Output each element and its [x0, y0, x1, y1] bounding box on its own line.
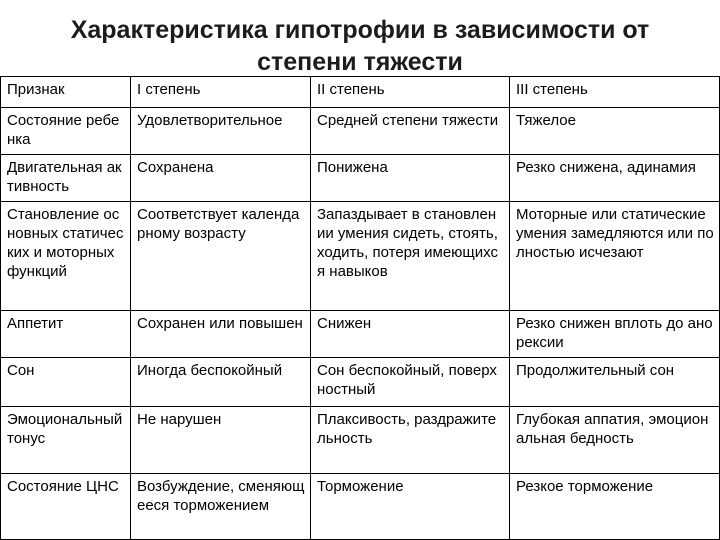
table-cell: Аппетит	[1, 311, 131, 358]
header-degree-2: II степень	[311, 77, 510, 108]
table-cell: Резкое торможение	[510, 474, 720, 540]
table-cell: Не нарушен	[131, 407, 311, 474]
table-cell: Запаздывает в становлении умения сидеть, стоять, ходить, потеря имеющихся навыков	[311, 202, 510, 311]
page-title	[0, 14, 720, 78]
table-cell: Состояние ЦНС	[1, 474, 131, 540]
table-row	[1, 155, 720, 202]
header-degree-1: I степень	[131, 77, 311, 108]
table-cell: Состояние ребенка	[1, 108, 131, 155]
table-cell: Удовлетворительное	[131, 108, 311, 155]
table-row	[1, 474, 720, 540]
table-cell: Становление основных статических и моторных функций	[1, 202, 131, 311]
table-cell: Средней степени тяжести	[311, 108, 510, 155]
table-cell: Эмоциональный тонус	[1, 407, 131, 474]
table-cell: Продолжительный сон	[510, 358, 720, 407]
table-row	[1, 407, 720, 474]
table-cell: Двигательная активность	[1, 155, 131, 202]
table-cell: Сохранен или повышен	[131, 311, 311, 358]
title-line-2: степени тяжести	[257, 48, 463, 76]
table-cell: Снижен	[311, 311, 510, 358]
title-line-1: Характеристика гипотрофии в зависимости от	[70, 16, 650, 44]
table-row	[1, 202, 720, 311]
table-cell: Резко снижен вплоть до анорексии	[510, 311, 720, 358]
table-cell: Понижена	[311, 155, 510, 202]
table-row	[1, 311, 720, 358]
table-cell: Сон беспокойный, поверхностный	[311, 358, 510, 407]
table-cell: Моторные или статические умения замедляются или полностью исчезают	[510, 202, 720, 311]
table-header-row	[1, 77, 720, 108]
table-cell: Тяжелое	[510, 108, 720, 155]
table-cell: Торможение	[311, 474, 510, 540]
table-cell: Глубокая аппатия, эмоциональная бедность	[510, 407, 720, 474]
table-row	[1, 108, 720, 155]
header-degree-3: III степень	[510, 77, 720, 108]
table-cell: Сохранена	[131, 155, 311, 202]
table-cell: Иногда беспокойный	[131, 358, 311, 407]
table-cell: Возбуждение, сменяющееся торможением	[131, 474, 311, 540]
header-sign: Признак	[1, 77, 131, 108]
table-cell: Резко снижена, адинамия	[510, 155, 720, 202]
table-cell: Плаксивость, раздражительность	[311, 407, 510, 474]
table-row	[1, 358, 720, 407]
table-cell: Сон	[1, 358, 131, 407]
hypotrophy-table	[0, 76, 720, 540]
table-cell: Соответствует календарному возрасту	[131, 202, 311, 311]
